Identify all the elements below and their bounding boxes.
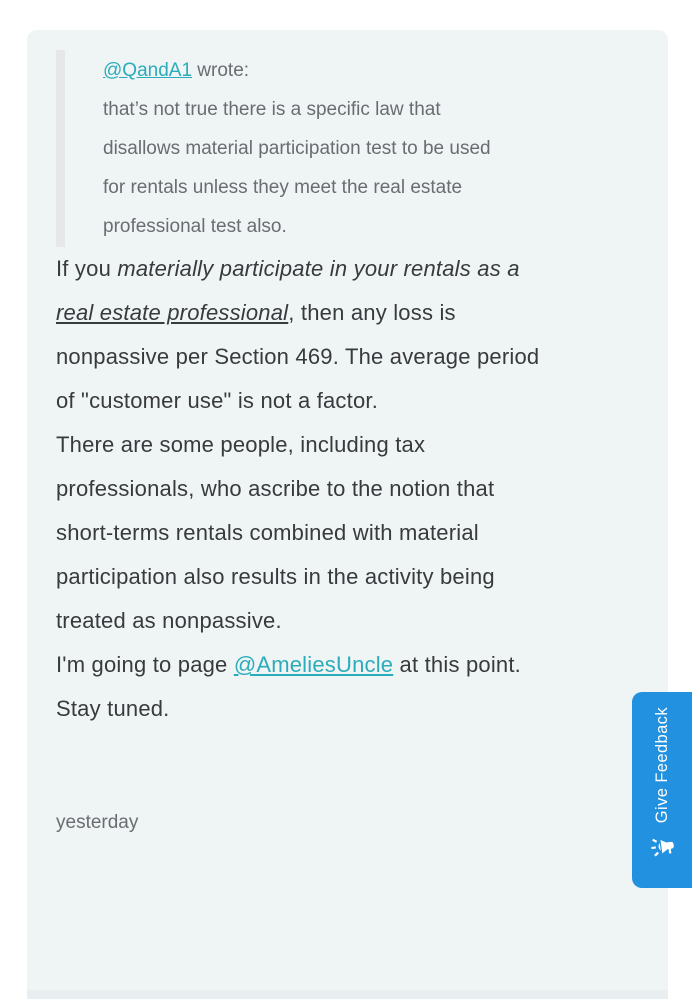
quoted-message [56,50,638,247]
paragraph-line: treated as nonpassive. [56,608,282,633]
post-card [27,30,668,999]
quote-line: that’s not true there is a specific law that [103,99,441,120]
give-feedback-button[interactable] [632,692,692,888]
megaphone-icon [649,833,676,863]
feedback-button-label: Give Feedback [652,707,671,824]
italic-underlined-phrase: real estate professional [56,300,289,325]
paragraph-line: There are some people, including tax [56,432,426,457]
paragraph-line: short-terms rentals combined with material [56,520,479,545]
card-bottom-divider [27,990,668,999]
paragraph-line: participation also results in the activity being [56,564,495,589]
plain-text: , then any loss is [288,300,456,325]
quote-line: for rentals unless they meet the real estate [103,177,463,198]
quote-line: professional test also. [103,216,287,237]
reply-paragraph-3 [56,643,638,731]
quote-attribution-line [103,51,638,90]
paragraph-line: Stay tuned. [56,696,170,721]
plain-text: I'm going to page [56,652,234,677]
paragraph-line [56,643,638,687]
paragraph-line: of "customer use" is not a factor. [56,388,379,413]
paragraph-line: nonpassive per Section 469. The average period [56,344,540,369]
paragraph-line: professionals, who ascribe to the notion that [56,476,495,501]
reply-paragraph-2 [56,423,638,643]
post-timestamp: yesterday [56,812,139,833]
mention-link[interactable]: @AmeliesUncle [233,652,394,677]
quote-line: disallows material participation test to be used [103,138,491,159]
plain-text: at this point. [393,652,521,677]
reply-paragraph-1 [56,247,638,423]
plain-text: If you [56,256,118,281]
italic-phrase: materially participate in your rentals as a [117,256,520,281]
wrote-label: wrote: [197,60,250,81]
paragraph-line [56,291,638,335]
quoted-author-link[interactable]: @QandA1 [103,60,193,81]
paragraph-line [56,247,638,291]
